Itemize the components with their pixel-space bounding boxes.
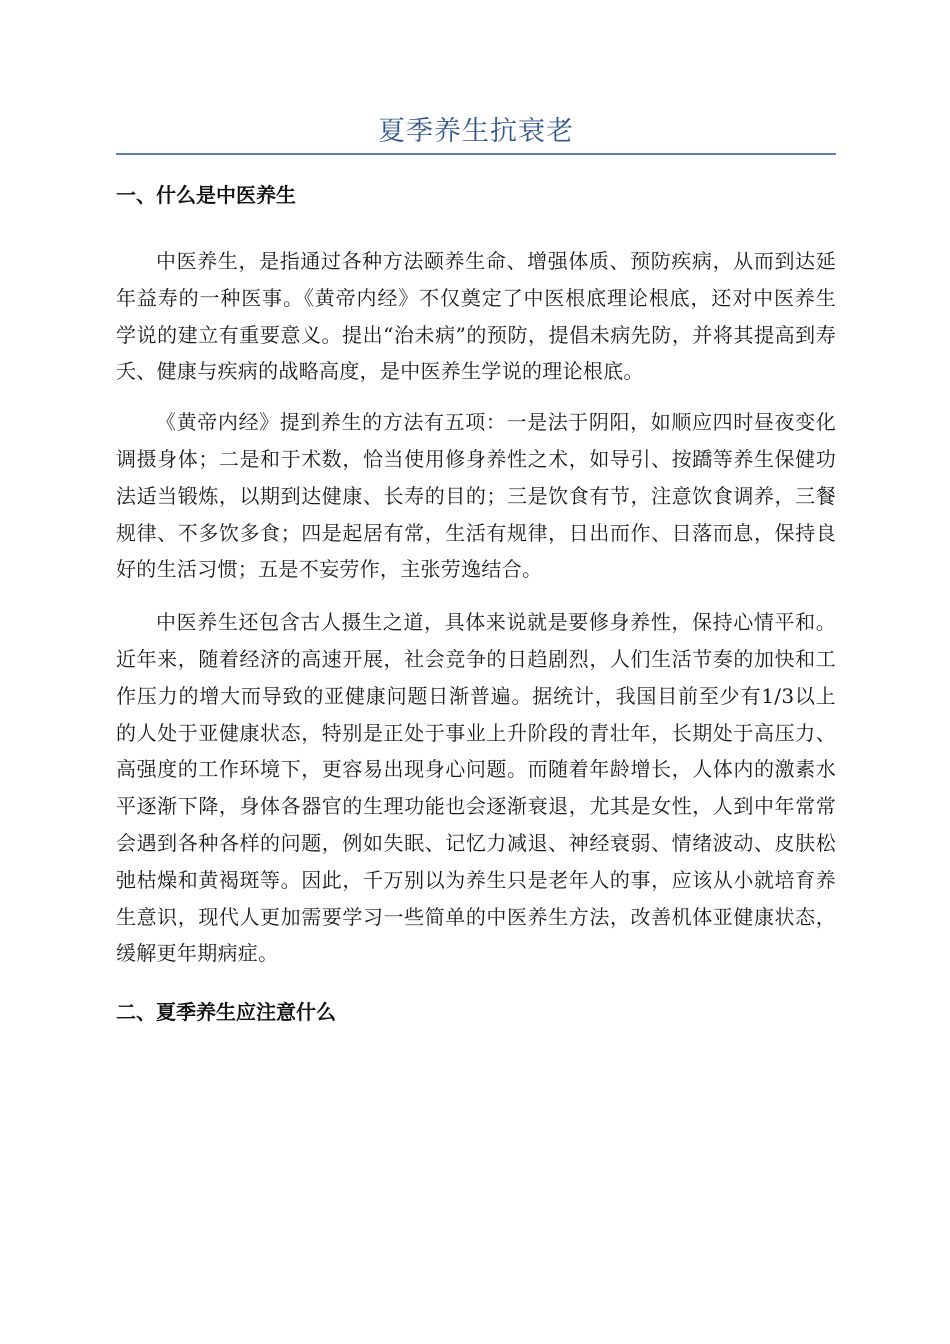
paragraph-3: 中医养生还包含古人摄生之道，具体来说就是要修身养性，保持心情平和。近年来，随着经济的高速开展，社会竞争的日趋剧烈，人们生活节奏的加快和工作压力的增大而导致的亚健康问题日渐普遍。据统计，我国目前至少有1/3以上的人处于亚健康状态，特别是正处于事业上升阶段的青壮年，长期处于高压力、高强度的工作环境下，更容易出现身心问题。而随着年龄增长，人体内的激素水平逐渐下降，身体各器官的生理功能也会逐渐衰退，尤其是女性，人到中年常常会遇到各种各样的问题，例如失眠、记忆力减退、神经衰弱、情绪波动、皮肤松弛枯燥和黄褐斑等。因此，千万别以为养生只是老年人的事，应该从小就培育养生意识，现代人更加需要学习一些简单的中医养生方法，改善机体亚健康状态，缓解更年期病症。: [116, 610, 836, 966]
paragraph-2: 《黄帝内经》提到养生的方法有五项：一是法于阴阳，如顺应四时昼夜变化调摄身体；二是和于术数，恰当使用修身养性之术，如导引、按蹻等养生保健功法适当锻炼，以期到达健康、长寿的目的；三是饮食有节，注意饮食调养，三餐规律、不多饮多食；四是起居有常，生活有规律，日出而作、日落而息，保持良好的生活习惯；五是不妄劳作，主张劳逸结合。: [116, 410, 836, 582]
section-heading-1: 一、什么是中医养生: [116, 183, 296, 207]
paragraph-1: 中医养生，是指通过各种方法颐养生命、增强体质、预防疾病，从而到达延年益寿的一种医事。《黄帝内经》不仅奠定了中医根底理论根底，还对中医养生学说的建立有重要意义。提出“治未病”的预防，提倡未病先防，并将其提高到寿夭、健康与疾病的战略高度，是中医养生学说的理论根底。: [116, 249, 836, 384]
title-underline: [116, 153, 836, 155]
document-page: [116, 0, 836, 1026]
section-heading-2: 二、夏季养生应注意什么: [116, 1000, 336, 1025]
document-title: 夏季养生抗衰老: [378, 116, 574, 147]
